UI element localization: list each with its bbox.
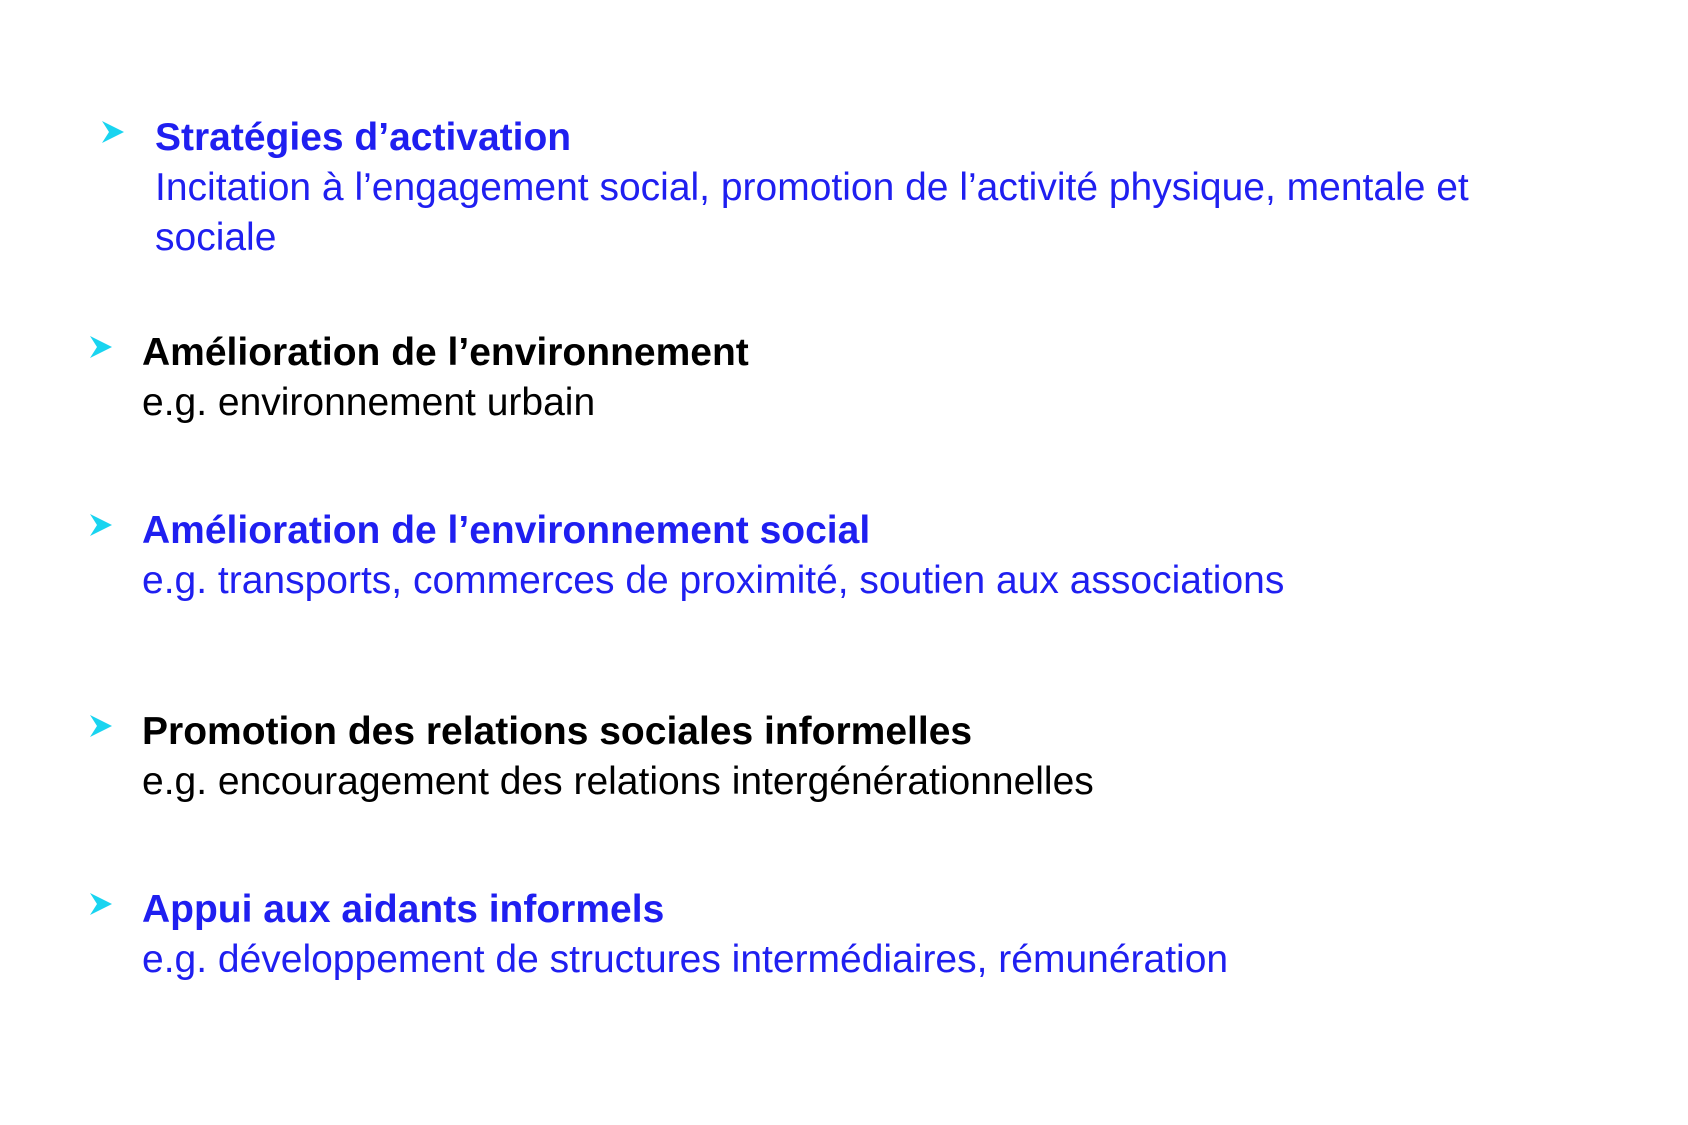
arrow-right-icon	[88, 334, 114, 360]
bullet-detail-line: Incitation à l’engagement social, promotion de l’activité physique, mentale et	[155, 166, 1469, 209]
arrow-right-icon	[88, 713, 114, 739]
bullet-heading: Amélioration de l’environnement	[142, 331, 749, 374]
bullet-detail-line: sociale	[155, 216, 277, 259]
bullet-heading: Stratégies d’activation	[155, 116, 572, 159]
bullet-heading: Promotion des relations sociales informelles	[142, 710, 973, 753]
arrow-right-icon	[88, 891, 114, 917]
bullet-detail-line: e.g. encouragement des relations intergénérationnelles	[142, 760, 1094, 803]
bullet-detail-line: e.g. développement de structures intermédiaires, rémunération	[142, 938, 1229, 981]
bullet-heading: Amélioration de l’environnement social	[142, 509, 871, 552]
arrow-right-icon	[100, 119, 126, 145]
arrow-right-icon	[88, 512, 114, 538]
bullet-detail-line: e.g. transports, commerces de proximité, soutien aux associations	[142, 559, 1285, 602]
bullet-detail-line: e.g. environnement urbain	[142, 381, 596, 424]
bullet-heading: Appui aux aidants informels	[142, 888, 665, 931]
